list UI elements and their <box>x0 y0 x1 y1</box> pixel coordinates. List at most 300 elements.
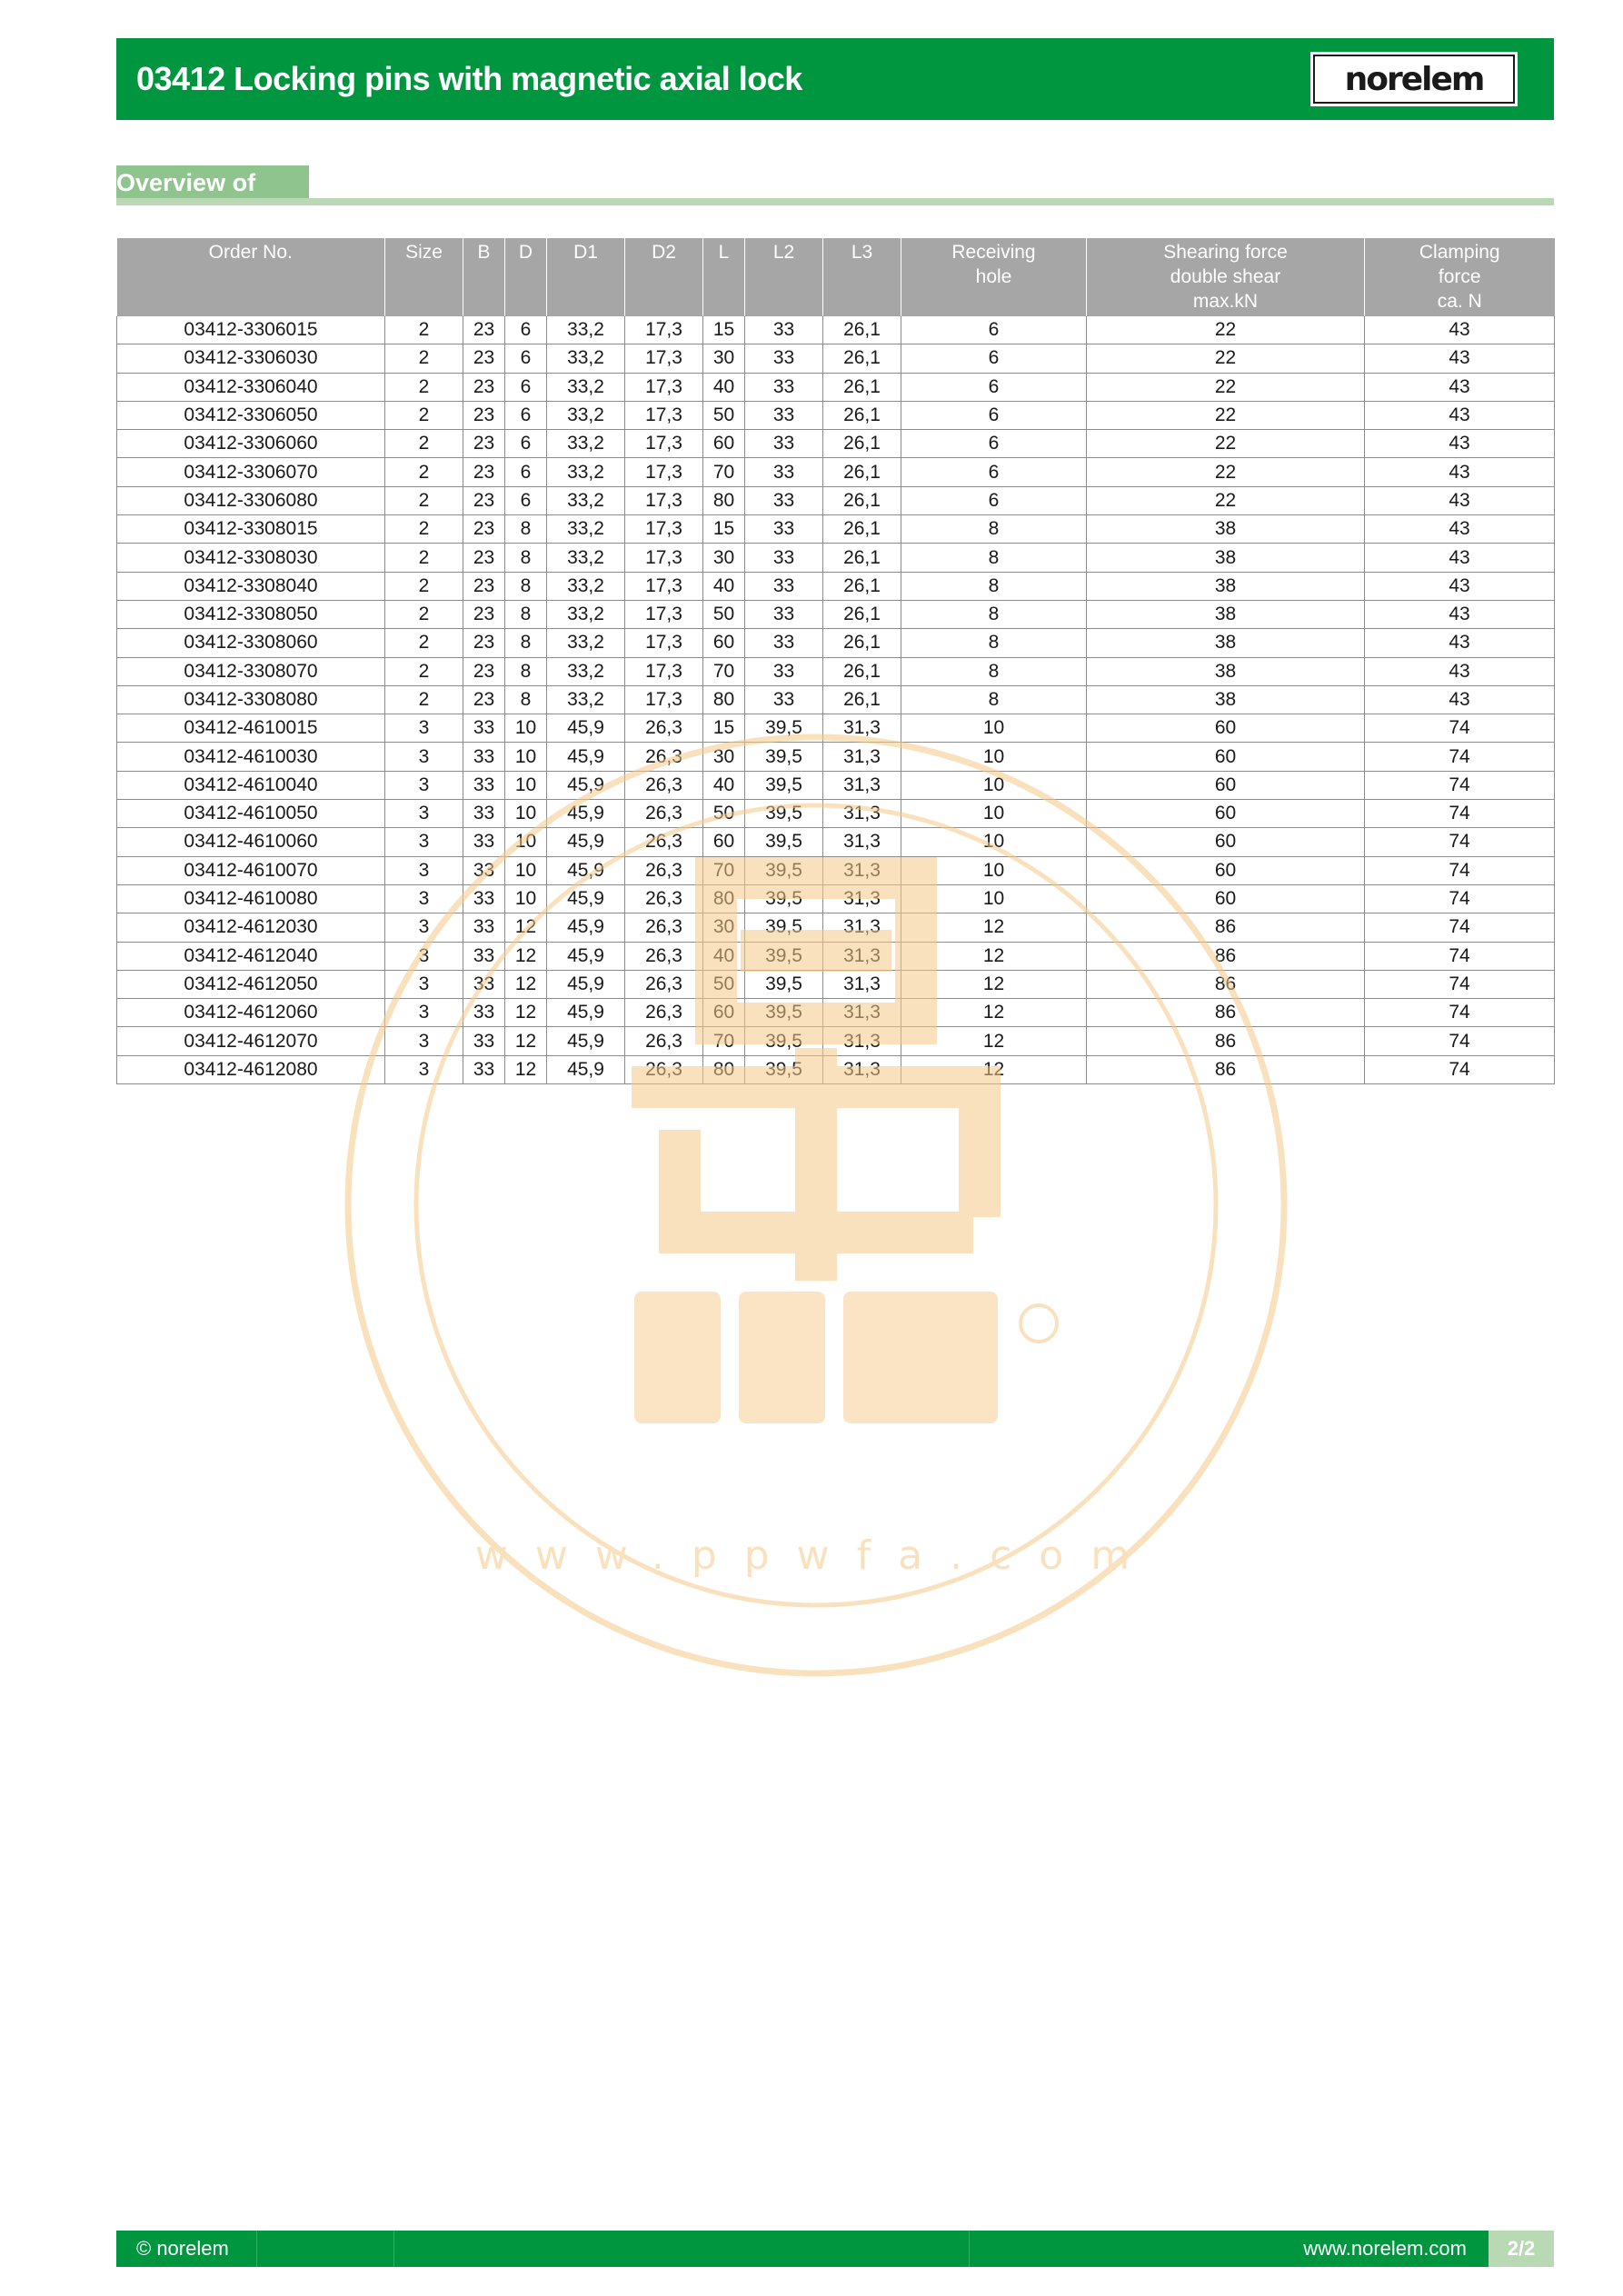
table-cell: 45,9 <box>547 771 625 799</box>
column-header <box>505 238 547 316</box>
table-cell: 10 <box>901 771 1087 799</box>
watermark-url: www.ppwfa.com <box>474 1532 1158 1579</box>
table-cell: 10 <box>901 800 1087 828</box>
table-cell: 6 <box>901 458 1087 486</box>
table-cell: 10 <box>505 714 547 743</box>
order-number-cell: 03412-3308030 <box>117 544 385 572</box>
table-cell: 3 <box>385 913 463 942</box>
table-cell: 31,3 <box>823 970 901 998</box>
column-header-line: D2 <box>652 242 676 263</box>
table-cell: 17,3 <box>625 401 703 429</box>
table-cell: 2 <box>385 344 463 373</box>
page-title: 03412 Locking pins with magnetic axial lock <box>136 60 802 97</box>
table-cell: 43 <box>1365 572 1555 600</box>
order-number-cell: 03412-4610030 <box>117 743 385 771</box>
table-cell: 8 <box>505 515 547 544</box>
table-cell: 26,1 <box>823 430 901 458</box>
table-cell: 43 <box>1365 373 1555 401</box>
table-cell: 23 <box>463 657 505 685</box>
order-number-cell: 03412-3308070 <box>117 657 385 685</box>
table-row <box>117 544 1555 572</box>
table-cell: 80 <box>703 1055 745 1083</box>
table-cell: 33 <box>745 572 823 600</box>
table-cell: 26,3 <box>625 800 703 828</box>
table-row <box>117 884 1555 913</box>
table-cell: 38 <box>1087 600 1365 628</box>
section-divider <box>309 198 1554 205</box>
table-cell: 17,3 <box>625 316 703 344</box>
table-cell: 2 <box>385 316 463 344</box>
table-row <box>117 771 1555 799</box>
table-cell: 6 <box>901 373 1087 401</box>
table-row <box>117 1027 1555 1055</box>
table-cell: 33,2 <box>547 401 625 429</box>
table-cell: 26,3 <box>625 1055 703 1083</box>
table-cell: 30 <box>703 913 745 942</box>
table-cell: 17,3 <box>625 486 703 514</box>
table-row <box>117 970 1555 998</box>
table-cell: 33 <box>463 743 505 771</box>
order-number-cell: 03412-4610080 <box>117 884 385 913</box>
table-row <box>117 430 1555 458</box>
table-cell: 45,9 <box>547 970 625 998</box>
table-cell: 6 <box>505 373 547 401</box>
column-header-line: double shear <box>1170 266 1281 287</box>
column-header-line: Shearing force <box>1163 242 1288 263</box>
table-cell: 31,3 <box>823 884 901 913</box>
order-number-cell: 03412-3306030 <box>117 344 385 373</box>
section-title: Overview of items <box>116 165 309 198</box>
table-cell: 74 <box>1365 1027 1555 1055</box>
table-cell: 60 <box>703 629 745 657</box>
table-cell: 26,3 <box>625 970 703 998</box>
table-cell: 33 <box>463 771 505 799</box>
table-cell: 39,5 <box>745 970 823 998</box>
column-header-line: Order No. <box>208 242 293 263</box>
table-cell: 43 <box>1365 458 1555 486</box>
table-cell: 26,3 <box>625 856 703 884</box>
table-cell: 17,3 <box>625 430 703 458</box>
table-cell: 70 <box>703 1027 745 1055</box>
table-cell: 86 <box>1087 999 1365 1027</box>
table-cell: 3 <box>385 942 463 970</box>
table-cell: 60 <box>1087 771 1365 799</box>
table-cell: 74 <box>1365 970 1555 998</box>
column-header-line: ca. N <box>1437 291 1482 312</box>
table-row <box>117 458 1555 486</box>
norelem-logo <box>1310 52 1518 106</box>
table-cell: 43 <box>1365 430 1555 458</box>
logo-text: norelem <box>1344 60 1484 98</box>
table-cell: 33 <box>463 999 505 1027</box>
table-cell: 26,1 <box>823 600 901 628</box>
table-cell: 22 <box>1087 344 1365 373</box>
table-cell: 23 <box>463 515 505 544</box>
table-cell: 33 <box>745 685 823 714</box>
table-body <box>117 316 1555 1084</box>
table-cell: 17,3 <box>625 572 703 600</box>
table-cell: 3 <box>385 800 463 828</box>
table-cell: 43 <box>1365 600 1555 628</box>
table-cell: 40 <box>703 771 745 799</box>
table-cell: 86 <box>1087 942 1365 970</box>
table-cell: 10 <box>505 771 547 799</box>
table-cell: 38 <box>1087 629 1365 657</box>
table-cell: 22 <box>1087 486 1365 514</box>
table-cell: 33,2 <box>547 544 625 572</box>
table-cell: 15 <box>703 316 745 344</box>
table-cell: 43 <box>1365 544 1555 572</box>
table-cell: 26,1 <box>823 544 901 572</box>
table-cell: 39,5 <box>745 828 823 856</box>
table-cell: 26,1 <box>823 401 901 429</box>
table-cell: 39,5 <box>745 714 823 743</box>
table-cell: 23 <box>463 401 505 429</box>
column-header-line: force <box>1438 266 1481 287</box>
order-number-cell: 03412-3306040 <box>117 373 385 401</box>
table-row <box>117 685 1555 714</box>
table-cell: 26,1 <box>823 657 901 685</box>
table-cell: 6 <box>505 458 547 486</box>
table-row <box>117 629 1555 657</box>
table-cell: 10 <box>901 743 1087 771</box>
order-number-cell: 03412-4612070 <box>117 1027 385 1055</box>
order-number-cell: 03412-4612060 <box>117 999 385 1027</box>
table-cell: 10 <box>901 856 1087 884</box>
table-cell: 3 <box>385 856 463 884</box>
table-cell: 39,5 <box>745 1027 823 1055</box>
table-cell: 3 <box>385 884 463 913</box>
order-number-cell: 03412-3306015 <box>117 316 385 344</box>
table-cell: 33 <box>745 316 823 344</box>
table-cell: 26,1 <box>823 572 901 600</box>
table-cell: 12 <box>901 1027 1087 1055</box>
table-cell: 26,3 <box>625 999 703 1027</box>
table-cell: 33,2 <box>547 572 625 600</box>
table-cell: 33 <box>745 486 823 514</box>
table-cell: 2 <box>385 458 463 486</box>
table-cell: 74 <box>1365 856 1555 884</box>
table-cell: 33 <box>463 913 505 942</box>
table-cell: 26,1 <box>823 458 901 486</box>
table-cell: 3 <box>385 1055 463 1083</box>
table-cell: 26,3 <box>625 1027 703 1055</box>
order-number-cell: 03412-3308015 <box>117 515 385 544</box>
table-cell: 2 <box>385 373 463 401</box>
table-row <box>117 942 1555 970</box>
table-cell: 33,2 <box>547 373 625 401</box>
table-cell: 60 <box>1087 743 1365 771</box>
table-cell: 26,3 <box>625 884 703 913</box>
table-cell: 33 <box>463 714 505 743</box>
table-cell: 26,1 <box>823 316 901 344</box>
order-number-cell: 03412-4610015 <box>117 714 385 743</box>
page-header <box>116 38 1554 120</box>
table-cell: 38 <box>1087 657 1365 685</box>
table-cell: 26,1 <box>823 486 901 514</box>
table-cell: 38 <box>1087 685 1365 714</box>
table-cell: 74 <box>1365 942 1555 970</box>
table-cell: 39,5 <box>745 856 823 884</box>
order-number-cell: 03412-4610070 <box>117 856 385 884</box>
table-cell: 23 <box>463 685 505 714</box>
table-cell: 2 <box>385 515 463 544</box>
table-cell: 2 <box>385 600 463 628</box>
table-row <box>117 657 1555 685</box>
table-cell: 39,5 <box>745 771 823 799</box>
order-number-cell: 03412-4612080 <box>117 1055 385 1083</box>
table-cell: 17,3 <box>625 544 703 572</box>
table-cell: 12 <box>901 1055 1087 1083</box>
table-cell: 33 <box>745 629 823 657</box>
column-header-line: L <box>718 242 730 263</box>
table-row <box>117 572 1555 600</box>
column-header-line: B <box>477 242 491 263</box>
table-row <box>117 913 1555 942</box>
table-cell: 33 <box>745 344 823 373</box>
table-cell: 31,3 <box>823 800 901 828</box>
table-cell: 31,3 <box>823 856 901 884</box>
table-row <box>117 999 1555 1027</box>
table-cell: 33 <box>745 657 823 685</box>
table-cell: 60 <box>1087 828 1365 856</box>
table-cell: 12 <box>505 1027 547 1055</box>
table-cell: 39,5 <box>745 999 823 1027</box>
table-cell: 10 <box>901 714 1087 743</box>
table-cell: 30 <box>703 743 745 771</box>
table-cell: 45,9 <box>547 999 625 1027</box>
table-cell: 3 <box>385 1027 463 1055</box>
table-cell: 10 <box>901 884 1087 913</box>
table-cell: 17,3 <box>625 373 703 401</box>
table-cell: 33 <box>463 1027 505 1055</box>
table-cell: 33 <box>745 544 823 572</box>
table-cell: 33 <box>745 458 823 486</box>
table-cell: 12 <box>505 1055 547 1083</box>
table-row <box>117 800 1555 828</box>
table-cell: 33 <box>745 373 823 401</box>
table-cell: 8 <box>505 544 547 572</box>
table-cell: 17,3 <box>625 685 703 714</box>
table-cell: 31,3 <box>823 999 901 1027</box>
table-cell: 3 <box>385 970 463 998</box>
table-cell: 33 <box>745 600 823 628</box>
table-cell: 6 <box>505 316 547 344</box>
table-row <box>117 401 1555 429</box>
table-cell: 45,9 <box>547 1055 625 1083</box>
table-cell: 33,2 <box>547 685 625 714</box>
table-cell: 60 <box>703 430 745 458</box>
table-cell: 33,2 <box>547 430 625 458</box>
table-row <box>117 743 1555 771</box>
table-cell: 26,3 <box>625 771 703 799</box>
table-cell: 6 <box>505 486 547 514</box>
table-cell: 10 <box>901 828 1087 856</box>
table-cell: 31,3 <box>823 1055 901 1083</box>
table-cell: 17,3 <box>625 657 703 685</box>
table-cell: 26,3 <box>625 913 703 942</box>
table-cell: 60 <box>1087 884 1365 913</box>
table-cell: 39,5 <box>745 942 823 970</box>
table-cell: 74 <box>1365 913 1555 942</box>
table-cell: 10 <box>505 856 547 884</box>
table-cell: 33 <box>745 401 823 429</box>
table-cell: 50 <box>703 970 745 998</box>
table-cell: 74 <box>1365 743 1555 771</box>
table-cell: 33,2 <box>547 458 625 486</box>
table-cell: 22 <box>1087 316 1365 344</box>
table-cell: 6 <box>901 316 1087 344</box>
table-cell: 17,3 <box>625 344 703 373</box>
table-cell: 31,3 <box>823 1027 901 1055</box>
table-cell: 33,2 <box>547 486 625 514</box>
column-header-line: max.kN <box>1192 291 1259 312</box>
table-cell: 74 <box>1365 884 1555 913</box>
footer-url[interactable]: www.norelem.com <box>1303 2237 1467 2260</box>
table-cell: 10 <box>505 828 547 856</box>
table-cell: 6 <box>901 430 1087 458</box>
table-cell: 30 <box>703 344 745 373</box>
table-cell: 2 <box>385 629 463 657</box>
table-cell: 39,5 <box>745 1055 823 1083</box>
table-cell: 80 <box>703 486 745 514</box>
table-cell: 86 <box>1087 970 1365 998</box>
column-header-line: hole <box>975 266 1012 287</box>
table-cell: 26,3 <box>625 828 703 856</box>
table-cell: 23 <box>463 572 505 600</box>
table-cell: 8 <box>505 629 547 657</box>
table-cell: 33 <box>463 1055 505 1083</box>
table-cell: 2 <box>385 486 463 514</box>
order-number-cell: 03412-3306060 <box>117 430 385 458</box>
order-number-cell: 03412-4612040 <box>117 942 385 970</box>
column-header <box>463 238 505 316</box>
table-cell: 33 <box>745 515 823 544</box>
table-cell: 38 <box>1087 515 1365 544</box>
table-cell: 26,3 <box>625 714 703 743</box>
column-header <box>117 238 385 316</box>
table-cell: 22 <box>1087 458 1365 486</box>
page-footer <box>116 2231 1554 2267</box>
table-cell: 33,2 <box>547 515 625 544</box>
table-cell: 12 <box>505 970 547 998</box>
table-cell: 3 <box>385 743 463 771</box>
table-cell: 60 <box>703 828 745 856</box>
column-header <box>703 238 745 316</box>
table-cell: 23 <box>463 430 505 458</box>
table-cell: 8 <box>901 657 1087 685</box>
column-header-line: D <box>518 242 533 263</box>
table-cell: 8 <box>901 515 1087 544</box>
table-cell: 10 <box>505 800 547 828</box>
table-cell: 31,3 <box>823 771 901 799</box>
table-cell: 33 <box>463 942 505 970</box>
footer-divider <box>969 2231 970 2267</box>
table-cell: 23 <box>463 344 505 373</box>
table-cell: 26,1 <box>823 515 901 544</box>
table-cell: 50 <box>703 401 745 429</box>
table-cell: 38 <box>1087 572 1365 600</box>
table-cell: 74 <box>1365 999 1555 1027</box>
footer-divider <box>256 2231 257 2267</box>
table-cell: 50 <box>703 600 745 628</box>
table-cell: 74 <box>1365 771 1555 799</box>
column-header-line: Clamping <box>1419 242 1500 263</box>
table-row <box>117 373 1555 401</box>
table-cell: 43 <box>1365 344 1555 373</box>
order-number-cell: 03412-4612050 <box>117 970 385 998</box>
footer-copyright: © norelem <box>136 2237 229 2260</box>
table-cell: 8 <box>901 629 1087 657</box>
table-cell: 6 <box>505 401 547 429</box>
table-cell: 22 <box>1087 430 1365 458</box>
column-header <box>823 238 901 316</box>
table-row <box>117 316 1555 344</box>
table-cell: 40 <box>703 373 745 401</box>
table-cell: 2 <box>385 685 463 714</box>
table-cell: 74 <box>1365 800 1555 828</box>
table-row <box>117 515 1555 544</box>
table-cell: 3 <box>385 999 463 1027</box>
table-cell: 31,3 <box>823 743 901 771</box>
table-cell: 23 <box>463 458 505 486</box>
section-header <box>116 165 1554 231</box>
table-cell: 33 <box>463 800 505 828</box>
table-cell: 86 <box>1087 1027 1365 1055</box>
table-cell: 43 <box>1365 401 1555 429</box>
table-cell: 2 <box>385 401 463 429</box>
table-cell: 45,9 <box>547 800 625 828</box>
table-cell: 86 <box>1087 1055 1365 1083</box>
table-cell: 60 <box>703 999 745 1027</box>
table-cell: 8 <box>901 544 1087 572</box>
table-header-row <box>117 238 1555 316</box>
table-cell: 33,2 <box>547 316 625 344</box>
table-cell: 60 <box>1087 800 1365 828</box>
table-cell: 39,5 <box>745 743 823 771</box>
table-cell: 10 <box>505 884 547 913</box>
table-cell: 60 <box>1087 856 1365 884</box>
table-cell: 31,3 <box>823 913 901 942</box>
table-cell: 6 <box>505 344 547 373</box>
table-cell: 12 <box>901 942 1087 970</box>
table-cell: 38 <box>1087 544 1365 572</box>
order-number-cell: 03412-3306050 <box>117 401 385 429</box>
table-cell: 80 <box>703 685 745 714</box>
table-cell: 23 <box>463 600 505 628</box>
table-cell: 2 <box>385 657 463 685</box>
table-cell: 23 <box>463 629 505 657</box>
order-number-cell: 03412-4612030 <box>117 913 385 942</box>
column-header <box>1087 238 1365 316</box>
order-number-cell: 03412-3308050 <box>117 600 385 628</box>
table-row <box>117 1055 1555 1083</box>
table-cell: 2 <box>385 430 463 458</box>
table-row <box>117 344 1555 373</box>
table-cell: 15 <box>703 515 745 544</box>
table-cell: 43 <box>1365 629 1555 657</box>
column-header <box>547 238 625 316</box>
table-row <box>117 856 1555 884</box>
table-cell: 80 <box>703 884 745 913</box>
table-cell: 33 <box>745 430 823 458</box>
table-cell: 23 <box>463 373 505 401</box>
table-row <box>117 600 1555 628</box>
table-cell: 33 <box>463 884 505 913</box>
table-cell: 43 <box>1365 486 1555 514</box>
table-cell: 2 <box>385 572 463 600</box>
table-cell: 3 <box>385 771 463 799</box>
